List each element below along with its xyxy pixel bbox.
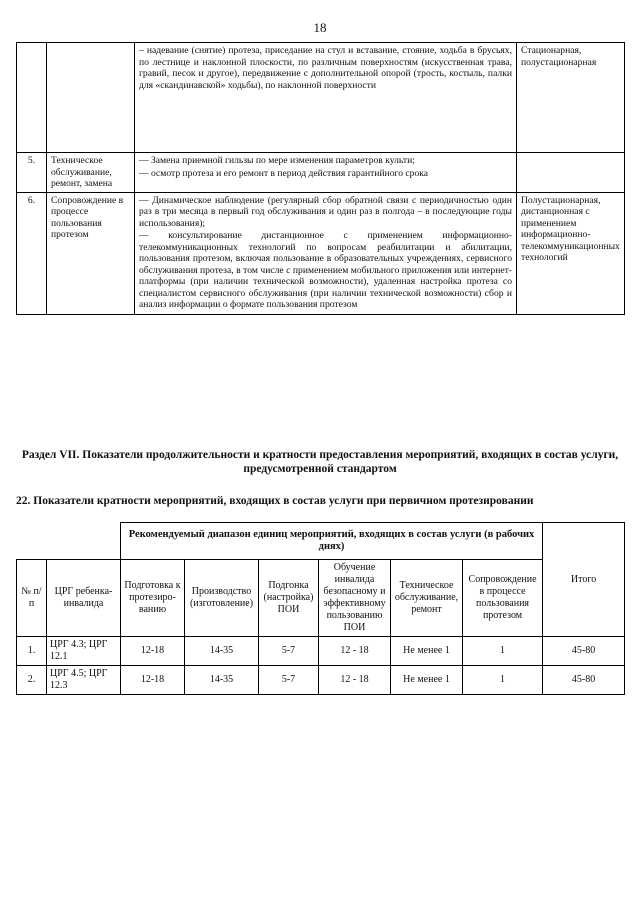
subsection-title: 22. Показатели кратности мероприятий, входящих в состав услуги при первичном протезировании [16,495,534,507]
table-title-row [17,523,625,560]
description-line: — Динамическое наблюдение (регулярный сбор обратной связи с периодичностью один раз в три месяца в первый год обслуживания и один раз в полгода – в последующие годы использования); [139,194,512,229]
support-cell: 1 [463,637,543,666]
column-header: № п/п [17,560,47,637]
column-header: ЦРГ ребенка-инвалида [47,560,121,637]
table-title: Рекомендуемый диапазон единиц мероприятий, входящих в состав услуги (в рабочих днях) [121,523,543,560]
table-row [17,637,625,666]
column-header: Подготовка к протезиро-ванию [121,560,185,637]
service-cell: Не менее 1 [391,637,463,666]
column-header: Подгонка (настройка) ПОИ [259,560,319,637]
fit-cell: 5-7 [259,666,319,695]
description-line: — консультирование дистанционное с применением информационно-телекоммуникационных технологий по вопросам реабилитации и абилитации, пользования протезом, включая пользование в образовательных учреждениях, сервисного обслуживания протеза, в том числе с применением мобильного приложения или интернет-платформы (при наличии технической возможности), удаленная настройка протеза со специалистом сервисного обслуживания (при наличии технической возможности) сбор и анализ информации о формате пользования протезом [139,230,512,310]
column-header: Итого [543,523,625,637]
column-header: Техническое обслуживание, ремонт [391,560,463,637]
service-name: Техническое обслуживание, ремонт, замена [47,153,135,193]
row-number: 1. [17,637,47,666]
column-header: Сопровождение в процессе пользования протезом [463,560,543,637]
row-number: 6. [17,192,47,314]
prep-cell: 12-18 [121,637,185,666]
table-row [17,153,625,193]
service-forms [517,153,625,193]
column-header: Обучение инвалида безопасному и эффективному пользованию ПОИ [319,560,391,637]
table-row [17,43,625,153]
description-line: — Замена приемной гильзы по мере изменения параметров культи; [139,155,415,166]
row-number: 5. [17,153,47,193]
support-cell: 1 [463,666,543,695]
total-cell: 45-80 [543,637,625,666]
service-cell: Не менее 1 [391,666,463,695]
prod-cell: 14-35 [185,637,259,666]
row-number: 2. [17,666,47,695]
frequency-table [16,522,625,695]
description-line: – надевание (снятие) протеза, приседание на стул и вставание, стояние, ходьба в брусьях, по лестнице и наклонной плоскости, по различным поверхностям (искусственная трава, гравий, песок и другое), передвижение с дополнительной опорой (трость, костыль, палки для «скандинавской» ходьбы), по наклонной поверхности [139,45,512,91]
description-line: — осмотр протеза и его ремонт в период действия гарантийного срока [139,167,429,179]
service-description [135,153,517,193]
train-cell: 12 - 18 [319,666,391,695]
blank-cell [17,523,121,560]
prod-cell: 14-35 [185,666,259,695]
service-description [135,192,517,314]
section-title: Раздел VII. Показатели продолжительности и кратности предоставления мероприятий, входящих в состав услуги, предусмотренной стандартом [21,449,619,475]
service-description [135,43,517,153]
page-number: 18 [313,20,327,35]
service-forms: Полустационарная, дистанционная с применением информационно-телекоммуникационных технологий [517,192,625,314]
table-row [17,192,625,314]
services-table [16,42,625,315]
service-name [47,43,135,153]
total-cell: 45-80 [543,666,625,695]
prep-cell: 12-18 [121,666,185,695]
row-number [17,43,47,153]
fit-cell: 5-7 [259,637,319,666]
service-name: Сопровождение в процессе пользования протезом [47,192,135,314]
table-row [17,666,625,695]
service-forms: Стационарная, полустационарная [517,43,625,153]
table-header-row [17,560,625,637]
crg-cell: ЦРГ 4.5; ЦРГ 12.3 [47,666,121,695]
train-cell: 12 - 18 [319,637,391,666]
crg-cell: ЦРГ 4.3; ЦРГ 12.1 [47,637,121,666]
column-header: Производство (изготовление) [185,560,259,637]
